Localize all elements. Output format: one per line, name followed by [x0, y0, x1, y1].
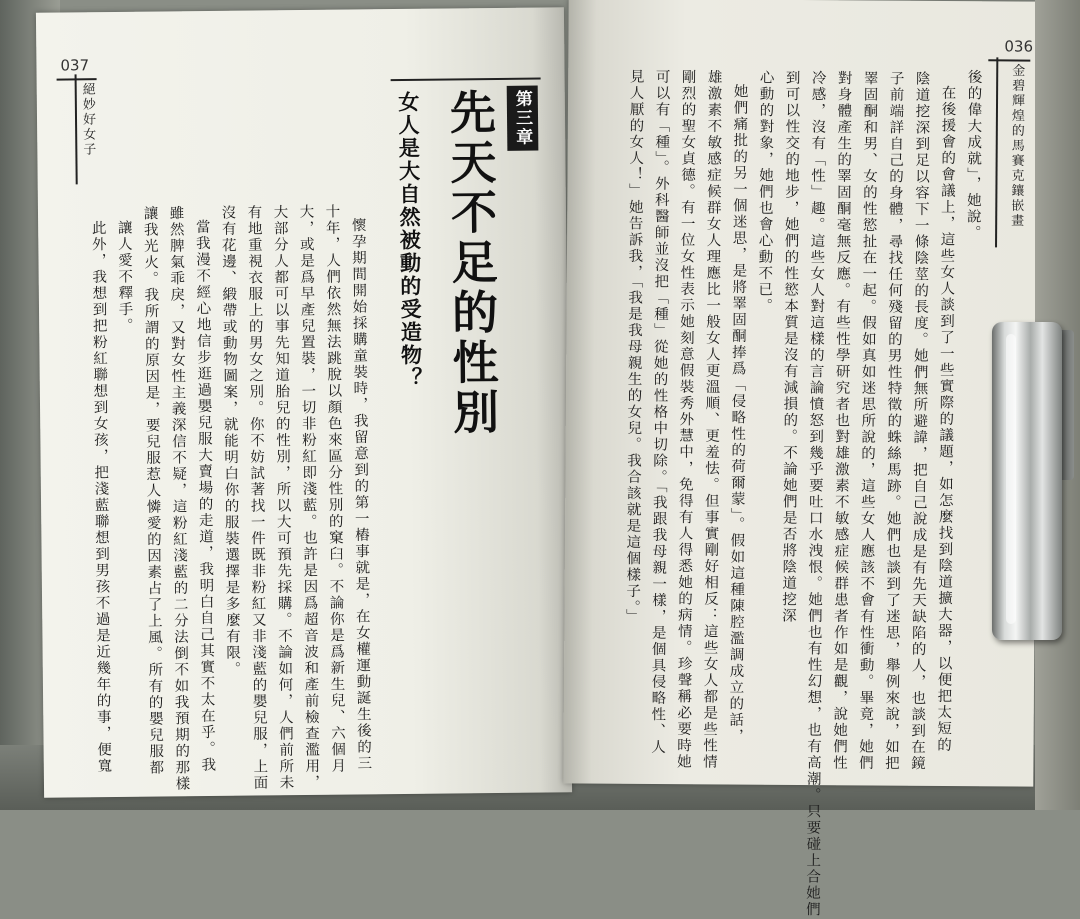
text-column: 心動的對象，她們也會心動不已。	[756, 69, 774, 315]
text-column: 十年，人們依然無法跳脫以顏色來區分性別的窠臼。不論你是爲新生兒、六個月	[323, 203, 346, 775]
text-column: 陰道挖深到足以容下一條陰莖的長度。她們無所避諱，把自己說成是有先天缺陷的人，也談到在鏡	[908, 70, 930, 772]
right-running-title: 金碧輝煌的馬賽克鑲嵌畫	[1008, 63, 1025, 229]
right-header-rule	[988, 59, 1030, 61]
chapter-subtitle: 女人是大自然被動的受造物？	[395, 90, 423, 391]
right-page-number: 036	[1004, 37, 1034, 56]
text-column: 到可以性交的地步，她們的性慾本質是沒有減損的。不論她們是否將陰道挖深	[779, 69, 800, 625]
text-column: 雄激素不敏感症候群女人理應比一般女人更溫順、更羞怯。但事實剛好相反：這些女人都是些性情	[700, 69, 722, 771]
text-column: 睪固酮和男、女的性慾扯在一起。假如真如迷思所說的，這些女人應該不會有性衝動。畢竟，她們	[856, 70, 878, 772]
chapter-title: 先天不足的性別	[442, 87, 501, 439]
binder-clip	[992, 322, 1062, 640]
text-column: 子前端詳自己的身體，尋找任何殘留的男性特徵的蛛絲馬跡。她們也談到了迷思，舉例來說，如把	[882, 70, 904, 772]
text-column: 讓我光火。我所謂的原因是，要兒服惹人憐愛的因素占了上風。所有的嬰兒服都	[141, 205, 164, 777]
text-column: 大部分人都可以事先知道胎兒的性別，所以大可預先採購。不論如何，人們前所未	[271, 204, 294, 792]
text-column: 可以有「種」。外科醫師並沒把「種」從她的性格中切除。「我跟我母親一樣，是個具侵略性、人	[648, 68, 670, 756]
chapter-label: 第三章	[507, 86, 539, 151]
chapter-rule	[391, 78, 541, 82]
text-column: 沒有花邊、緞帶或動物圖案，就能明白你的服裝選擇是多麼有限。	[219, 204, 241, 678]
text-column: 懷孕期間開始採購童裝時，我留意到的第一樁事就是，在女權運動誕生後的三	[349, 217, 372, 772]
text-column: 在後援會的會議上，這些女人談到了一些實際的議題，如怎麼找到陰道擴大器，以便把太短的	[934, 84, 956, 754]
binder-clip-highlight	[1006, 334, 1016, 624]
right-page	[563, 0, 1038, 918]
text-column: 對身體產生的睪固酮毫無反應。有些性學研究者也對雄激素不敏感症候群患者作如是觀，說她們性	[830, 70, 852, 772]
left-page	[36, 7, 572, 797]
text-column: 雖然脾氣乖戾，又對女性主義深信不疑，這粉紅淺藍的二分法倒不如我預期的那樣	[167, 205, 190, 793]
left-vertical-rule	[75, 74, 78, 184]
text-column: 有地重視衣服上的男女之別。你不妨試著找一件既非粉紅又非淺藍的嬰兒服，上面	[245, 204, 268, 792]
left-page-number: 037	[60, 56, 90, 75]
text-column: 她們痛批的另一個迷思，是將睪固酮捧爲「侵略性的荷爾蒙」。假如這種陳腔濫調成立的話，	[727, 83, 748, 745]
right-vertical-rule	[995, 57, 998, 247]
text-column: 此外，我想到把粉紅聯想到女孩，把淺藍聯想到男孩不過是近幾年的事，便寬	[89, 220, 112, 775]
text-column: 後的偉大成就」，她說。	[964, 69, 982, 242]
text-column: 見人厭的女人！」她告訴我，「我是我母親生的女兒。我合該就是這個樣子。」	[623, 68, 644, 625]
left-running-title: 絕妙好女子	[79, 82, 96, 158]
text-column: 大，或是爲早產兒置裝，一切非粉紅即淺藍。也許是因爲超音波和產前檢查濫用，	[297, 203, 320, 791]
text-column: 讓人愛不釋手。	[115, 219, 133, 335]
text-column: 剛烈的聖女貞德。有一位女性表示她刻意假裝秀外慧中，免得有人得悉她的病情。珍聲稱必要時她	[674, 69, 696, 771]
text-column: 當我漫不經心地信步逛過嬰兒服大賣場的走道，我明白自己其實不太在乎。我	[193, 218, 216, 774]
text-column: 冷感，沒有「性」趣。這些女人對這樣的言論憤怒到幾乎要吐口水洩恨。她們也有性幻想，也有高潮。只要碰上合她們	[803, 70, 826, 918]
